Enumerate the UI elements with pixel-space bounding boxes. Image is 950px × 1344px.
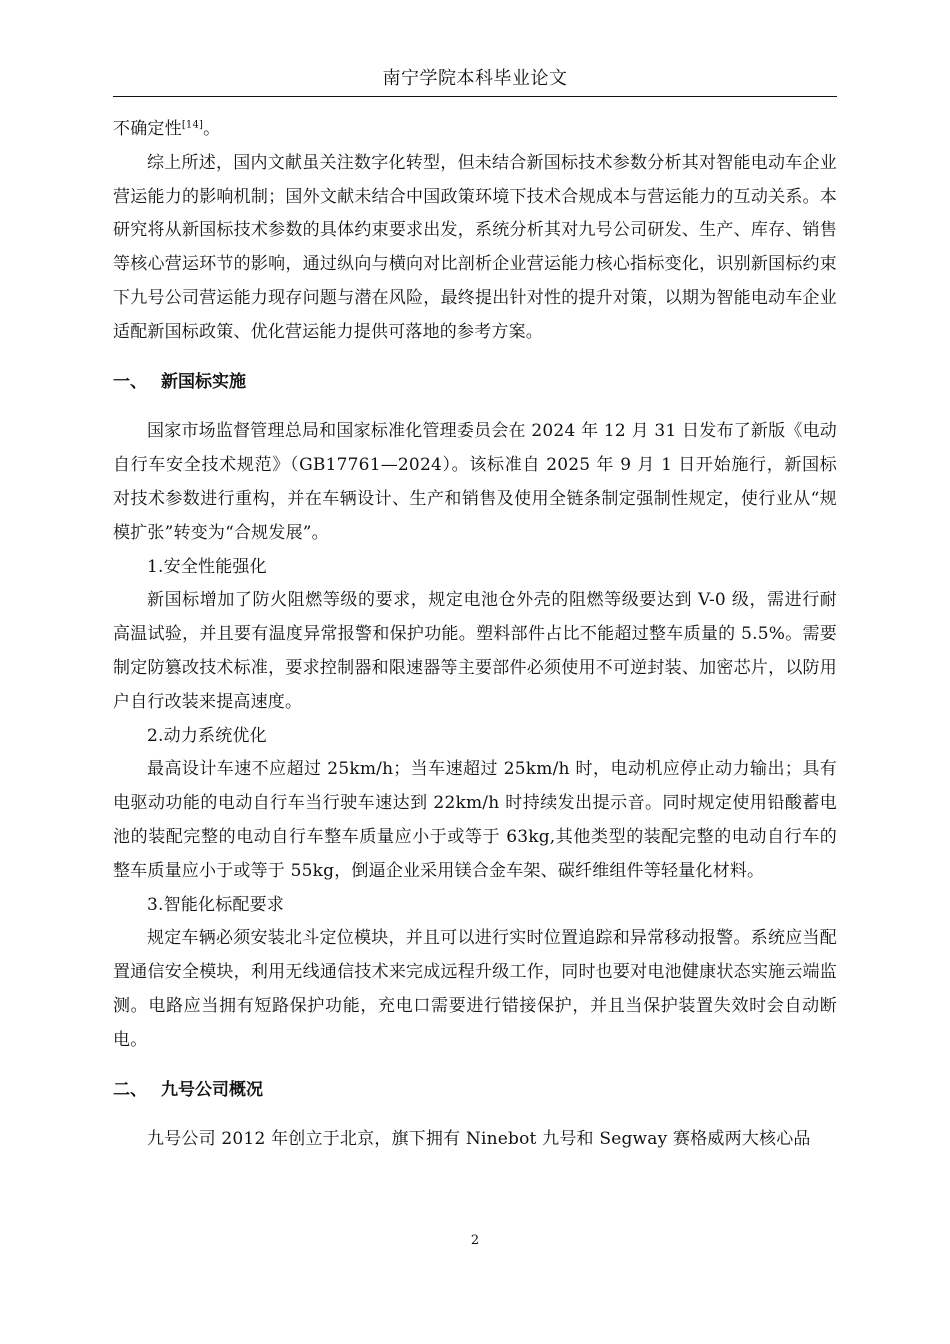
paragraph-standard-release: 国家市场监督管理总局和国家标准化管理委员会在 2024 年 12 月 31 日发布了新版《电动自行车安全技术规范》（GB17761—2024）。该标准自 2025 年 9 月 1 日开始施行，新国标对技术参数进行重构，并在车辆设计、生产和销售及使用全链条制定强制性规定，使行业从“规模扩张”转变为“合规发展”。 [113,421,837,543]
section-title: 新国标实施 [161,371,246,392]
section-heading-company-overview [113,1074,837,1108]
section-number: 二、 [113,1079,147,1100]
paragraph-literature-summary: 综上所述，国内文献虽关注数字化转型，但未结合新国标技术参数分析其对智能电动车企业营运能力的影响机制；国外文献未结合中国政策环境下技术合规成本与营运能力的互动关系。本研究将从新国标技术参数的具体约束要求出发，系统分析其对九号公司研发、生产、库存、销售等核心营运环节的影响，通过纵向与横向对比剖析企业营运能力核心指标变化，识别新国标约束下九号公司营运能力现存问题与潜在风险，最终提出针对性的提升对策，以期为智能电动车企业适配新国标政策、优化营运能力提供可落地的参考方案。 [113,152,837,342]
page-number: 2 [470,1233,480,1248]
paragraph-smart-requirements: 规定车辆必须安装北斗定位模块，并且可以进行实时位置追踪和异常移动报警。系统应当配置通信安全模块，利用无线通信技术来完成远程升级工作，同时也要对电池健康状态实施云端监测。电路应当拥有短路保护功能，充电口需要进行错接保护，并且当保护装置失效时会自动断电。 [113,928,837,1050]
paragraph-power-system: 最高设计车速不应超过 25km/h；当车速超过 25km/h 时，电动机应停止动力输出；具有电驱动功能的电动自行车当行驶车速达到 22km/h 时持续发出提示音。同时规定使用铅酸蓄电池的装配完整的电动自行车整车质量应小于或等于 63kg,其他类型的装配完整的电动自行车的整车质量应小于或等于 55kg，倒逼企业采用镁合金车架、碳纤维组件等轻量化材料。 [113,759,837,881]
body-text [113,113,837,1157]
subheading-smart-requirements: 3.智能化标配要求 [147,894,285,915]
section-title: 九号公司概况 [161,1079,263,1100]
paragraph-safety: 新国标增加了防火阻燃等级的要求，规定电池仓外壳的阻燃等级要达到 V-0 级，需进行耐高温试验，并且要有温度异常报警和保护功能。塑料部件占比不能超过整车质量的 5.5%。需要制定防篡改技术标准，要求控制器和限速器等主要部件必须使用不可逆封装、加密芯片，以防用户自行改装来提高速度。 [113,590,837,712]
citation-marker[interactable]: [14] [181,119,204,131]
paragraph-continued: 不确定性[14]。 [113,119,221,139]
section-number: 一、 [113,371,147,392]
subheading-power-system: 2.动力系统优化 [147,725,267,746]
paragraph-company-overview: 九号公司 2012 年创立于北京，旗下拥有 Ninebot 九号和 Segway 赛格威两大核心品 [147,1129,811,1150]
subheading-safety: 1.安全性能强化 [147,556,267,577]
section-heading-new-standard [113,366,837,400]
running-header: 南宁学院本科毕业论文 [382,68,568,89]
header-rule [113,96,837,97]
